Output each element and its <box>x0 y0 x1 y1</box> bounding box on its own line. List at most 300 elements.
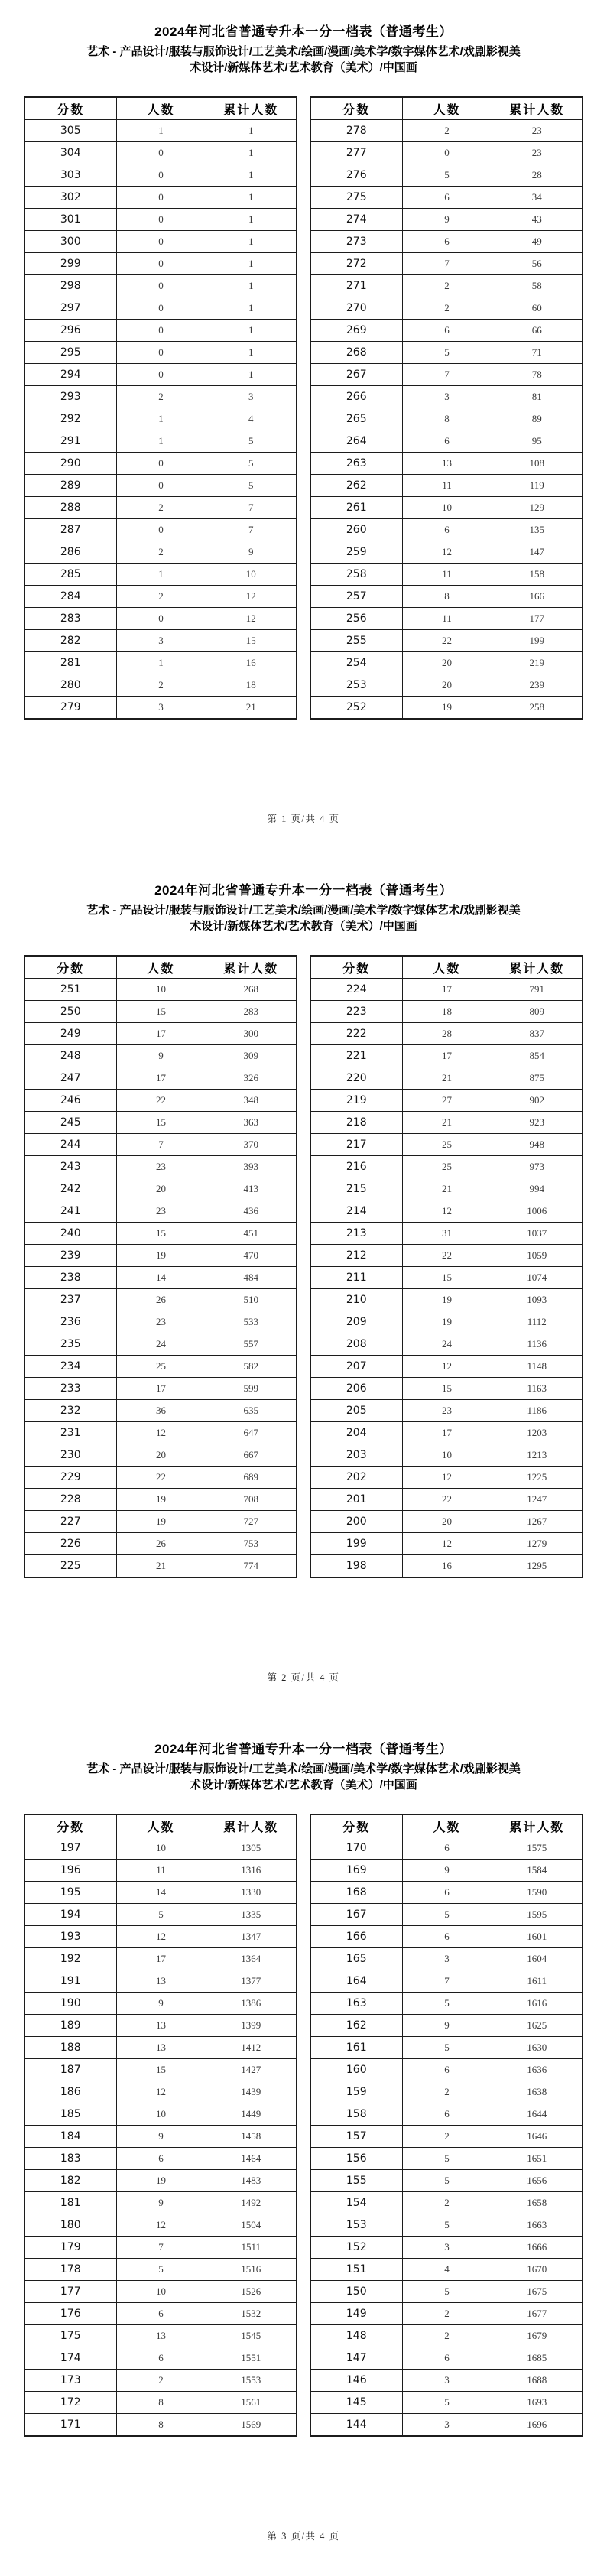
score-cell: 275 <box>310 187 402 209</box>
count-cell: 22 <box>402 1489 492 1511</box>
table-row <box>24 2259 297 2281</box>
table-row <box>310 2192 583 2214</box>
cumulative-cell: 283 <box>206 1001 297 1023</box>
score-cell: 296 <box>24 320 116 342</box>
score-cell: 231 <box>24 1422 116 1444</box>
count-cell: 0 <box>116 142 206 164</box>
table-row <box>24 1134 297 1156</box>
column-header-score: 分数 <box>24 956 116 979</box>
count-cell: 12 <box>402 1467 492 1489</box>
score-cell: 269 <box>310 320 402 342</box>
score-cell: 266 <box>310 386 402 408</box>
cumulative-cell: 1377 <box>206 1970 297 1993</box>
cumulative-cell: 108 <box>492 453 583 475</box>
table-row <box>310 979 583 1001</box>
cumulative-cell: 1 <box>206 320 297 342</box>
table-row <box>24 1267 297 1289</box>
page <box>0 1717 607 2576</box>
count-cell: 17 <box>116 1023 206 1045</box>
cumulative-cell: 1584 <box>492 1860 583 1882</box>
cumulative-cell: 809 <box>492 1001 583 1023</box>
score-cell: 208 <box>310 1333 402 1356</box>
count-cell: 3 <box>116 697 206 720</box>
count-cell: 0 <box>402 142 492 164</box>
score-cell: 291 <box>24 430 116 453</box>
count-cell: 25 <box>116 1356 206 1378</box>
score-cell: 186 <box>24 2081 116 2103</box>
count-cell: 2 <box>402 2192 492 2214</box>
cumulative-cell: 557 <box>206 1333 297 1356</box>
table-row <box>310 608 583 630</box>
score-cell: 174 <box>24 2347 116 2370</box>
score-cell: 304 <box>24 142 116 164</box>
column-header-score: 分数 <box>24 1814 116 1837</box>
score-table-right <box>310 1814 583 2437</box>
score-cell: 236 <box>24 1311 116 1333</box>
column-header-cumulative: 累计人数 <box>492 97 583 120</box>
count-cell: 2 <box>116 541 206 564</box>
count-cell: 0 <box>116 475 206 497</box>
score-cell: 279 <box>24 697 116 720</box>
score-cell: 158 <box>310 2103 402 2126</box>
table-row <box>310 2347 583 2370</box>
score-cell: 149 <box>310 2303 402 2325</box>
score-cell: 155 <box>310 2170 402 2192</box>
score-cell: 179 <box>24 2237 116 2259</box>
score-cell: 219 <box>310 1090 402 1112</box>
score-cell: 261 <box>310 497 402 519</box>
count-cell: 1 <box>116 430 206 453</box>
score-cell: 144 <box>310 2414 402 2437</box>
table-row <box>310 1993 583 2015</box>
score-cell: 168 <box>310 1882 402 1904</box>
cumulative-cell: 1037 <box>492 1223 583 1245</box>
score-cell: 170 <box>310 1837 402 1860</box>
score-cell: 209 <box>310 1311 402 1333</box>
score-cell: 276 <box>310 164 402 187</box>
count-cell: 24 <box>402 1333 492 1356</box>
cumulative-cell: 166 <box>492 586 583 608</box>
cumulative-cell: 1203 <box>492 1422 583 1444</box>
score-cell: 211 <box>310 1267 402 1289</box>
score-cell: 239 <box>24 1245 116 1267</box>
table-row <box>310 2214 583 2237</box>
cumulative-cell: 948 <box>492 1134 583 1156</box>
table-row <box>24 586 297 608</box>
score-cell: 157 <box>310 2126 402 2148</box>
table-row <box>24 1156 297 1178</box>
table-row <box>310 1926 583 1948</box>
cumulative-cell: 1 <box>206 275 297 297</box>
count-cell: 19 <box>116 1245 206 1267</box>
cumulative-cell: 436 <box>206 1200 297 1223</box>
score-cell: 250 <box>24 1001 116 1023</box>
cumulative-cell: 5 <box>206 430 297 453</box>
count-cell: 2 <box>402 120 492 142</box>
cumulative-cell: 1112 <box>492 1311 583 1333</box>
count-cell: 0 <box>116 275 206 297</box>
count-cell: 0 <box>116 342 206 364</box>
cumulative-cell: 7 <box>206 497 297 519</box>
score-cell: 217 <box>310 1134 402 1156</box>
table-row <box>24 1948 297 1970</box>
score-cell: 249 <box>24 1023 116 1045</box>
table-row <box>310 2414 583 2437</box>
table-row <box>310 2259 583 2281</box>
score-cell: 305 <box>24 120 116 142</box>
column-header-count: 人数 <box>402 956 492 979</box>
table-row <box>310 2370 583 2392</box>
cumulative-cell: 875 <box>492 1067 583 1090</box>
table-row <box>24 1311 297 1333</box>
score-cell: 241 <box>24 1200 116 1223</box>
cumulative-cell: 708 <box>206 1489 297 1511</box>
score-cell: 190 <box>24 1993 116 2015</box>
table-row <box>310 187 583 209</box>
table-row <box>24 142 297 164</box>
count-cell: 7 <box>116 1134 206 1156</box>
page-footer: 第 1 页/共 4 页 <box>267 814 340 824</box>
table-row <box>24 430 297 453</box>
table-row <box>24 453 297 475</box>
score-table-left <box>24 1814 297 2437</box>
subtitle-line-1: 艺术 - 产品设计/服装与服饰设计/工艺美术/绘画/漫画/美术学/数字媒体艺术/戏剧影视美 <box>86 45 521 58</box>
cumulative-cell: 1644 <box>492 2103 583 2126</box>
score-cell: 272 <box>310 253 402 275</box>
cumulative-cell: 1604 <box>492 1948 583 1970</box>
score-cell: 253 <box>310 674 402 697</box>
table-row <box>310 697 583 720</box>
score-cell: 243 <box>24 1156 116 1178</box>
table-row <box>310 475 583 497</box>
cumulative-cell: 902 <box>492 1090 583 1112</box>
count-cell: 5 <box>402 2170 492 2192</box>
cumulative-cell: 1 <box>206 187 297 209</box>
score-cell: 216 <box>310 1156 402 1178</box>
score-cell: 192 <box>24 1948 116 1970</box>
count-cell: 21 <box>402 1178 492 1200</box>
score-cell: 200 <box>310 1511 402 1533</box>
score-cell: 225 <box>24 1555 116 1578</box>
count-cell: 20 <box>402 652 492 674</box>
score-cell: 254 <box>310 652 402 674</box>
cumulative-cell: 119 <box>492 475 583 497</box>
table-row <box>310 2037 583 2059</box>
cumulative-cell: 1545 <box>206 2325 297 2347</box>
score-cell: 255 <box>310 630 402 652</box>
count-cell: 15 <box>116 1112 206 1134</box>
cumulative-cell: 60 <box>492 297 583 320</box>
column-header-cumulative: 累计人数 <box>492 956 583 979</box>
count-cell: 17 <box>116 1948 206 1970</box>
count-cell: 2 <box>402 2081 492 2103</box>
count-cell: 16 <box>402 1555 492 1578</box>
cumulative-cell: 1670 <box>492 2259 583 2281</box>
score-cell: 247 <box>24 1067 116 1090</box>
score-cell: 213 <box>310 1223 402 1245</box>
cumulative-cell: 43 <box>492 209 583 231</box>
cumulative-cell: 533 <box>206 1311 297 1333</box>
count-cell: 19 <box>116 2170 206 2192</box>
tables-container <box>0 1814 607 2437</box>
count-cell: 7 <box>402 364 492 386</box>
cumulative-cell: 23 <box>492 142 583 164</box>
cumulative-cell: 16 <box>206 652 297 674</box>
cumulative-cell: 1483 <box>206 2170 297 2192</box>
count-cell: 28 <box>402 1023 492 1045</box>
score-cell: 297 <box>24 297 116 320</box>
cumulative-cell: 1526 <box>206 2281 297 2303</box>
table-row <box>310 586 583 608</box>
table-row <box>24 1289 297 1311</box>
score-cell: 207 <box>310 1356 402 1378</box>
table-row <box>24 2370 297 2392</box>
score-cell: 283 <box>24 608 116 630</box>
right-tbody <box>310 120 583 720</box>
cumulative-cell: 12 <box>206 586 297 608</box>
score-cell: 256 <box>310 608 402 630</box>
table-row <box>24 2237 297 2259</box>
table-row <box>310 2281 583 2303</box>
count-cell: 12 <box>402 1200 492 1223</box>
table-row <box>24 1023 297 1045</box>
score-cell: 147 <box>310 2347 402 2370</box>
score-cell: 212 <box>310 1245 402 1267</box>
cumulative-cell: 1 <box>206 209 297 231</box>
cumulative-cell: 1595 <box>492 1904 583 1926</box>
count-cell: 21 <box>402 1067 492 1090</box>
count-cell: 0 <box>116 297 206 320</box>
score-cell: 282 <box>24 630 116 652</box>
table-row <box>310 497 583 519</box>
score-cell: 286 <box>24 541 116 564</box>
score-table-left <box>24 955 297 1578</box>
count-cell: 5 <box>402 1993 492 2015</box>
table-row <box>310 364 583 386</box>
tables-container <box>0 96 607 720</box>
table-row <box>24 2303 297 2325</box>
cumulative-cell: 994 <box>492 1178 583 1200</box>
table-row <box>310 1970 583 1993</box>
cumulative-cell: 10 <box>206 564 297 586</box>
score-cell: 262 <box>310 475 402 497</box>
table-row <box>24 674 297 697</box>
table-row <box>310 1112 583 1134</box>
cumulative-cell: 300 <box>206 1023 297 1045</box>
cumulative-cell: 158 <box>492 564 583 586</box>
score-cell: 271 <box>310 275 402 297</box>
table-row <box>310 297 583 320</box>
table-row <box>310 2015 583 2037</box>
count-cell: 5 <box>116 1904 206 1926</box>
table-row <box>310 1067 583 1090</box>
count-cell: 19 <box>116 1489 206 1511</box>
table-row <box>24 1533 297 1555</box>
score-cell: 270 <box>310 297 402 320</box>
count-cell: 0 <box>116 364 206 386</box>
cumulative-cell: 1316 <box>206 1860 297 1882</box>
score-cell: 162 <box>310 2015 402 2037</box>
cumulative-cell: 854 <box>492 1045 583 1067</box>
cumulative-cell: 1504 <box>206 2214 297 2237</box>
cumulative-cell: 1399 <box>206 2015 297 2037</box>
count-cell: 6 <box>402 1882 492 1904</box>
score-cell: 173 <box>24 2370 116 2392</box>
cumulative-cell: 1186 <box>492 1400 583 1422</box>
table-row <box>310 1422 583 1444</box>
count-cell: 0 <box>116 253 206 275</box>
score-cell: 264 <box>310 430 402 453</box>
count-cell: 26 <box>116 1533 206 1555</box>
page-subtitle <box>11 1761 596 1793</box>
count-cell: 20 <box>402 674 492 697</box>
table-row <box>24 475 297 497</box>
table-header-row <box>310 1814 583 1837</box>
cumulative-cell: 1 <box>206 142 297 164</box>
cumulative-cell: 89 <box>492 408 583 430</box>
column-header-count: 人数 <box>116 956 206 979</box>
table-row <box>310 386 583 408</box>
cumulative-cell: 66 <box>492 320 583 342</box>
table-row <box>310 1555 583 1578</box>
table-row <box>24 2148 297 2170</box>
table-row <box>24 320 297 342</box>
cumulative-cell: 1464 <box>206 2148 297 2170</box>
score-cell: 183 <box>24 2148 116 2170</box>
table-row <box>24 1467 297 1489</box>
table-row <box>24 1882 297 1904</box>
page-title: 2024年河北省普通专升本一分一档表（普通考生） <box>154 24 453 39</box>
cumulative-cell: 1663 <box>492 2214 583 2237</box>
score-cell: 218 <box>310 1112 402 1134</box>
score-cell: 185 <box>24 2103 116 2126</box>
table-row <box>24 253 297 275</box>
table-row <box>310 164 583 187</box>
table-row <box>24 1993 297 2015</box>
table-row <box>310 1533 583 1555</box>
count-cell: 6 <box>402 2347 492 2370</box>
cumulative-cell: 129 <box>492 497 583 519</box>
count-cell: 27 <box>402 1090 492 1112</box>
cumulative-cell: 973 <box>492 1156 583 1178</box>
cumulative-cell: 791 <box>492 979 583 1001</box>
table-row <box>310 1267 583 1289</box>
cumulative-cell: 484 <box>206 1267 297 1289</box>
count-cell: 19 <box>402 1311 492 1333</box>
table-row <box>310 1948 583 1970</box>
score-cell: 206 <box>310 1378 402 1400</box>
cumulative-cell: 1136 <box>492 1333 583 1356</box>
cumulative-cell: 135 <box>492 519 583 541</box>
count-cell: 7 <box>116 2237 206 2259</box>
score-cell: 287 <box>24 519 116 541</box>
table-row <box>24 1904 297 1926</box>
score-cell: 274 <box>310 209 402 231</box>
count-cell: 10 <box>116 979 206 1001</box>
score-cell: 169 <box>310 1860 402 1882</box>
count-cell: 6 <box>402 231 492 253</box>
cumulative-cell: 1679 <box>492 2325 583 2347</box>
score-cell: 302 <box>24 187 116 209</box>
score-cell: 202 <box>310 1467 402 1489</box>
count-cell: 8 <box>402 586 492 608</box>
score-cell: 226 <box>24 1533 116 1555</box>
table-row <box>24 231 297 253</box>
count-cell: 17 <box>402 1422 492 1444</box>
table-header-row <box>24 1814 297 1837</box>
count-cell: 25 <box>402 1156 492 1178</box>
count-cell: 0 <box>116 453 206 475</box>
count-cell: 13 <box>116 2037 206 2059</box>
score-cell: 177 <box>24 2281 116 2303</box>
cumulative-cell: 23 <box>492 120 583 142</box>
table-row <box>310 253 583 275</box>
cumulative-cell: 727 <box>206 1511 297 1533</box>
score-cell: 227 <box>24 1511 116 1533</box>
table-row <box>310 1178 583 1200</box>
score-cell: 193 <box>24 1926 116 1948</box>
score-cell: 267 <box>310 364 402 386</box>
table-row <box>310 2170 583 2192</box>
cumulative-cell: 1347 <box>206 1926 297 1948</box>
table-row <box>24 2281 297 2303</box>
tables-container <box>0 955 607 1578</box>
score-cell: 203 <box>310 1444 402 1467</box>
table-row <box>24 2414 297 2437</box>
score-cell: 288 <box>24 497 116 519</box>
cumulative-cell: 258 <box>492 697 583 720</box>
cumulative-cell: 647 <box>206 1422 297 1444</box>
score-cell: 273 <box>310 231 402 253</box>
score-cell: 153 <box>310 2214 402 2237</box>
count-cell: 36 <box>116 1400 206 1422</box>
table-row <box>310 674 583 697</box>
cumulative-cell: 348 <box>206 1090 297 1112</box>
score-cell: 191 <box>24 1970 116 1993</box>
cumulative-cell: 78 <box>492 364 583 386</box>
cumulative-cell: 1148 <box>492 1356 583 1378</box>
cumulative-cell: 309 <box>206 1045 297 1067</box>
score-cell: 145 <box>310 2392 402 2414</box>
count-cell: 8 <box>116 2392 206 2414</box>
cumulative-cell: 1163 <box>492 1378 583 1400</box>
count-cell: 5 <box>402 2392 492 2414</box>
table-row <box>24 497 297 519</box>
count-cell: 6 <box>402 430 492 453</box>
count-cell: 21 <box>402 1112 492 1134</box>
cumulative-cell: 7 <box>206 519 297 541</box>
table-row <box>310 1311 583 1333</box>
table-row <box>24 652 297 674</box>
count-cell: 6 <box>116 2347 206 2370</box>
cumulative-cell: 1696 <box>492 2414 583 2437</box>
cumulative-cell: 774 <box>206 1555 297 1578</box>
table-row <box>310 1511 583 1533</box>
score-cell: 292 <box>24 408 116 430</box>
table-row <box>310 1378 583 1400</box>
score-cell: 280 <box>24 674 116 697</box>
cumulative-cell: 1561 <box>206 2392 297 2414</box>
count-cell: 25 <box>402 1134 492 1156</box>
table-row <box>310 1400 583 1422</box>
table-row <box>310 1289 583 1311</box>
count-cell: 15 <box>402 1267 492 1289</box>
table-row <box>24 979 297 1001</box>
score-cell: 244 <box>24 1134 116 1156</box>
cumulative-cell: 326 <box>206 1067 297 1090</box>
count-cell: 10 <box>402 1444 492 1467</box>
cumulative-cell: 1575 <box>492 1837 583 1860</box>
